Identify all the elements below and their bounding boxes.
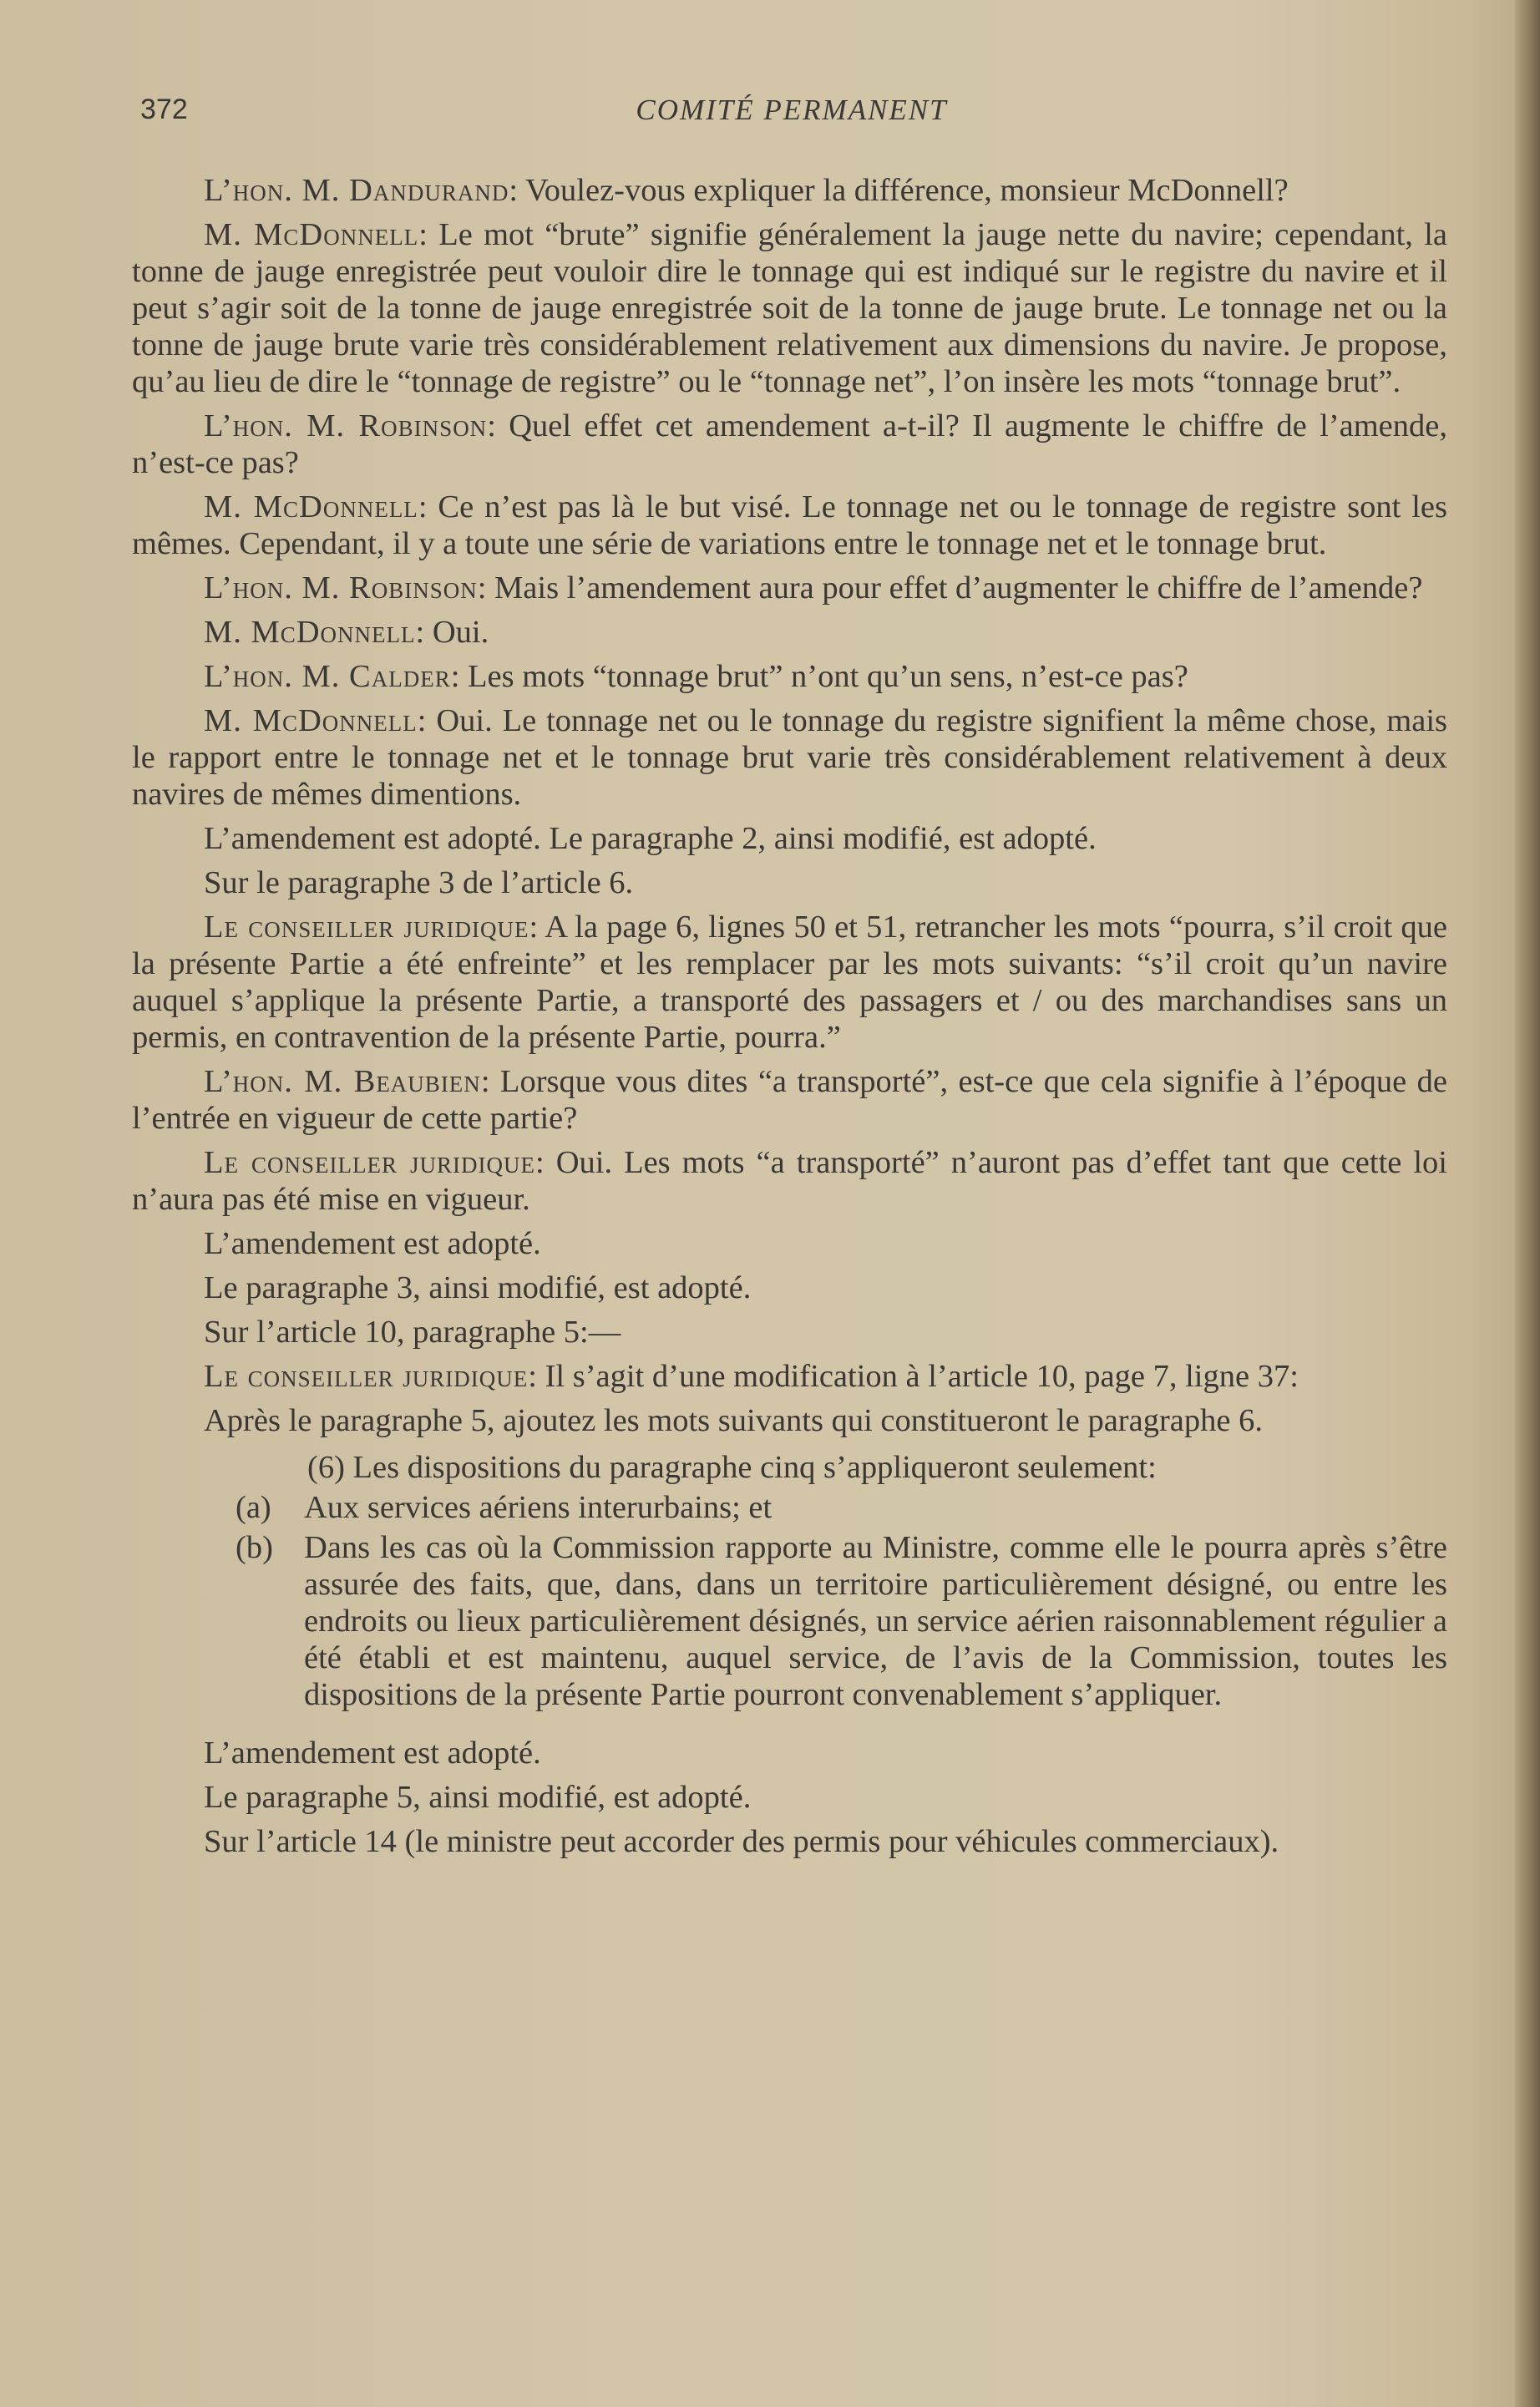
paragraph-text: L’amendement est adopté. — [204, 1736, 541, 1771]
speaker-name: M. McDonnell — [204, 489, 418, 524]
closing-paragraphs — [132, 1735, 1447, 1860]
paragraph-text: Après le paragraphe 5, ajoutez les mots suivants qui constitueront le paragraphe 6. — [204, 1403, 1263, 1438]
paragraph — [132, 658, 1447, 695]
paragraph — [132, 408, 1447, 481]
speaker-name: Le conseiller juridique — [204, 1145, 535, 1180]
speaker-name: L’hon. M. Calder — [204, 659, 451, 694]
paragraph — [132, 702, 1447, 813]
paragraph — [132, 1144, 1447, 1218]
speaker-name: L’hon. M. Dandurand — [204, 173, 509, 208]
speaker-name: M. McDonnell — [204, 703, 418, 738]
page-header — [140, 94, 1443, 135]
speaker-name: M. McDonnell — [204, 615, 416, 650]
paragraph-text: : Mais l’amendement aura pour effet d’augmenter le chiffre de l’amende? — [477, 570, 1423, 606]
paragraph-text: : A la page 6, lignes 50 et 51, retrancher les mots “pourra, s’il croit que la présente Partie a été enfreinte” et les remplacer par les mots suivants: “s’il croit qu’un navire auquel s’applique la présente Partie, a transporté des passagers et / ou des marchandises sans un permis, en contravention de la présente Partie, pourra.” — [132, 910, 1447, 1055]
paragraph — [132, 909, 1447, 1056]
paragraph — [132, 1314, 1447, 1350]
paragraph — [132, 820, 1447, 857]
provision-item — [132, 1489, 1447, 1526]
paragraph — [132, 172, 1447, 209]
speaker-name: Le conseiller juridique — [204, 910, 529, 945]
page-binding-edge — [1515, 0, 1540, 2407]
paragraph-text: : Les mots “tonnage brut” n’ont qu’un sens, n’est-ce pas? — [450, 659, 1188, 694]
paragraph-text: Sur l’article 10, paragraphe 5:— — [204, 1315, 621, 1350]
paragraph-text: : Lorsque vous dites “a transporté”, est-ce que cela signifie à l’époque de l’entrée en vigueur de cette partie? — [132, 1064, 1447, 1136]
quoted-provision — [132, 1449, 1447, 1713]
paragraph — [132, 1402, 1447, 1439]
paragraph-text: : Voulez-vous expliquer la différence, monsieur McDonnell? — [509, 173, 1289, 208]
paragraph — [132, 1358, 1447, 1395]
item-marker: (a) — [236, 1490, 271, 1525]
paragraph-text: Sur le paragraphe 3 de l’article 6. — [204, 865, 634, 900]
paragraph — [132, 1063, 1447, 1137]
item-marker: (b) — [236, 1530, 273, 1565]
paragraph-text: Sur l’article 14 (le ministre peut accorder des permis pour véhicules commerciaux). — [204, 1824, 1279, 1859]
paragraph-text: : Oui. Le tonnage net ou le tonnage du registre signifient la même chose, mais le rapport entre le tonnage net et le tonnage brut varie très considérablement relativement à deux navires de mêmes dimentions. — [132, 703, 1447, 812]
paragraph — [132, 1269, 1447, 1306]
paragraph-text: : Oui. — [415, 615, 489, 650]
paragraph — [132, 570, 1447, 606]
speaker-name: L’hon. M. Robinson — [204, 408, 488, 443]
speaker-name: L’hon. M. Beaubien — [204, 1064, 481, 1099]
page-body — [132, 172, 1447, 1867]
speaker-name: Le conseiller juridique — [204, 1359, 529, 1394]
paragraph — [132, 614, 1447, 651]
paragraph — [132, 864, 1447, 901]
paragraph-text: : Oui. Les mots “a transporté” n’auront pas d’effet tant que cette loi n’aura pas été mise en vigueur. — [132, 1145, 1447, 1217]
item-text: Aux services aériens interurbains; et — [304, 1490, 773, 1525]
paragraph-text: L’amendement est adopté. Le paragraphe 2, ainsi modifié, est adopté. — [204, 821, 1097, 856]
item-text: Dans les cas où la Commission rapporte au Ministre, comme elle le pourra après s’être assurée des faits, que, dans, dans un territoire particulièrement désigné, ou entre les endroits ou lieux particulièrement désignés, un service aérien raisonnablement régulier a été établi et est maintenu, auquel service, de l’avis de la Commission, toutes les dispositions de la présente Partie pourront convenablement s’appliquer. — [304, 1530, 1447, 1712]
paragraph-text: : Il s’agit d’une modification à l’article 10, page 7, ligne 37: — [528, 1359, 1299, 1394]
paragraph-text: : Le mot “brute” signifie généralement la jauge nette du navire; cependant, la tonne de jauge enregistrée peut vouloir dire le tonnage qui est indiqué sur le registre du navire et il peut s’agir soit de la tonne de jauge enregistrée soit de la tonne de jauge brute. Le tonnage net ou la tonne de jauge brute varie très considérablement relativement aux dimensions du navire. Je propose, qu’au lieu de dire le “tonnage de registre” ou le “tonnage net”, l’on insère les mots “tonnage brut”. — [132, 217, 1447, 399]
provision-intro: (6) Les dispositions du paragraphe cinq s’appliqueront seulement: — [307, 1450, 1157, 1485]
page-number: 372 — [140, 94, 188, 125]
paragraph — [132, 489, 1447, 562]
speaker-name: L’hon. M. Robinson — [204, 570, 478, 606]
provision-item — [132, 1529, 1447, 1713]
paragraph — [132, 216, 1447, 400]
paragraph — [132, 1225, 1447, 1262]
paragraph-text: L’amendement est adopté. — [204, 1226, 541, 1261]
speaker-name: M. McDonnell — [204, 217, 419, 252]
running-head: COMITÉ PERMANENT — [636, 94, 948, 126]
paragraph-text: Le paragraphe 5, ainsi modifié, est adopté. — [204, 1780, 752, 1815]
paragraph-text: Le paragraphe 3, ainsi modifié, est adopté. — [204, 1270, 752, 1305]
paragraph-text: : Quel effet cet amendement a-t-il? Il augmente le chiffre de l’amende, n’est-ce pas? — [132, 408, 1447, 480]
paragraph-text: : Ce n’est pas là le but visé. Le tonnage net ou le tonnage de registre sont les mêmes. Cependant, il y a toute une série de variations entre le tonnage net et le tonnage brut. — [132, 489, 1447, 561]
